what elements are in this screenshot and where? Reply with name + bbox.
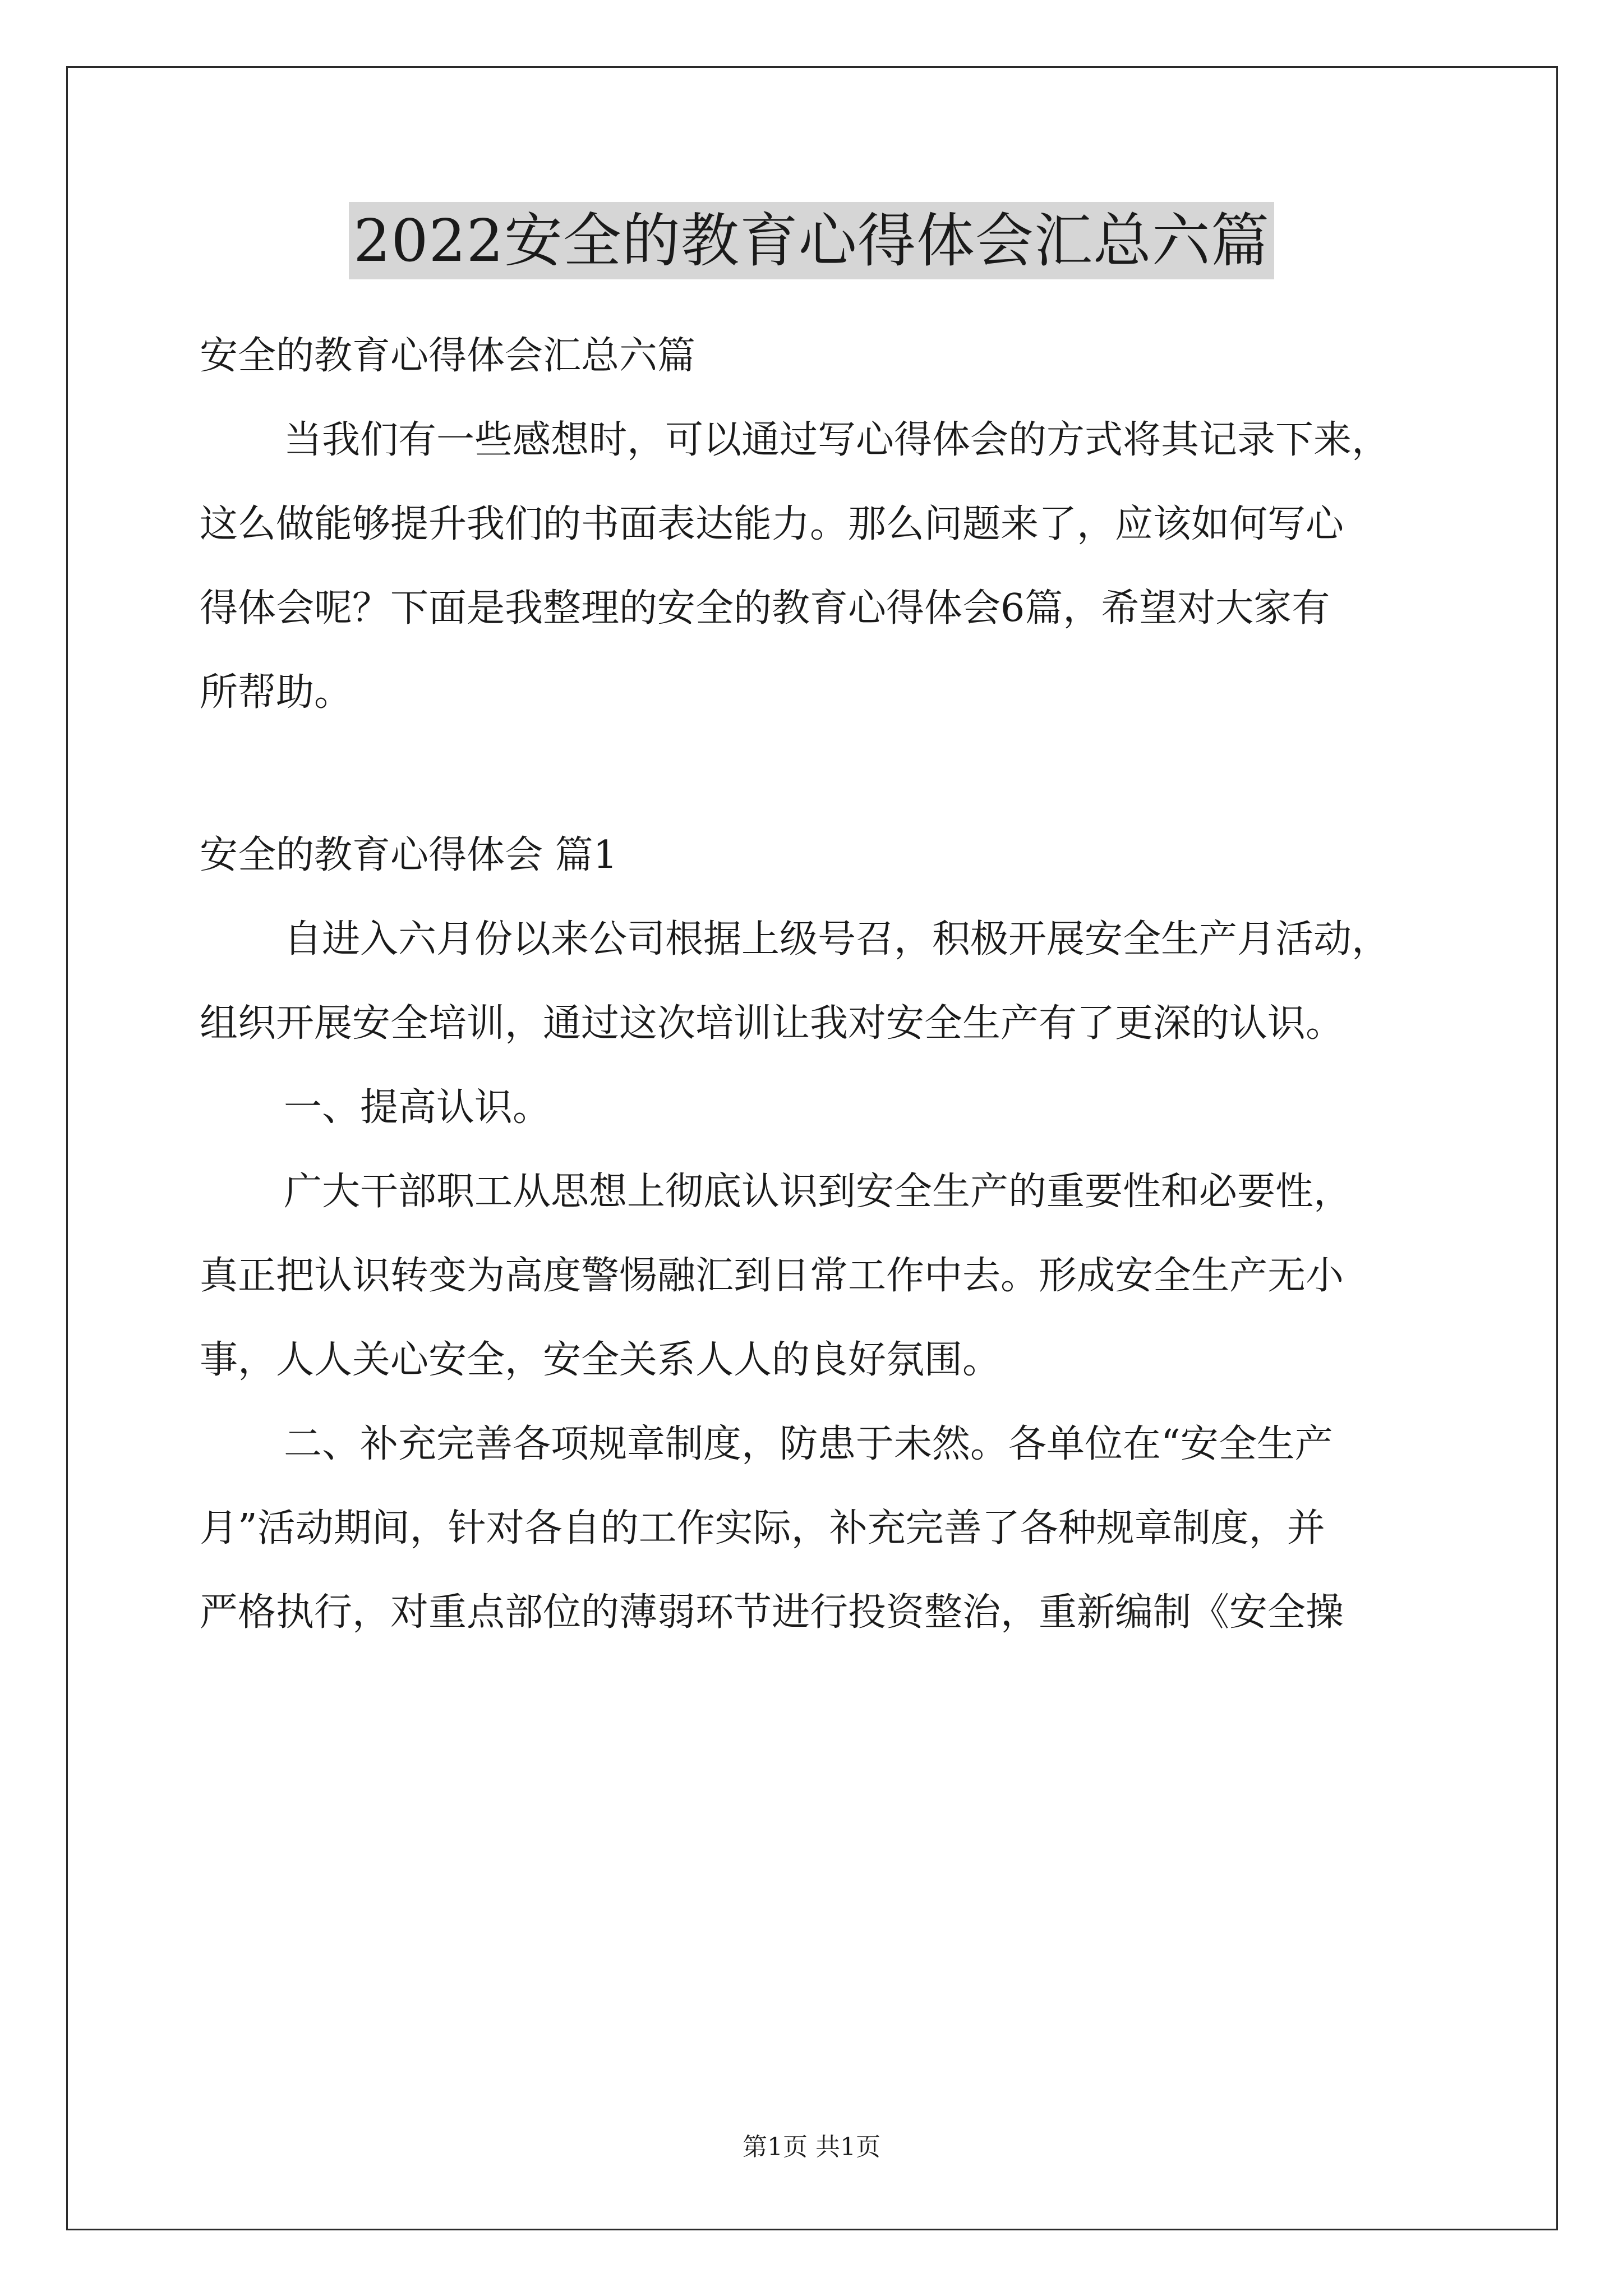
intro-paragraph (200, 398, 1433, 735)
paragraph-line: 自进入六月份以来公司根据上级号召，积极开展安全生产月活动， (284, 917, 1390, 961)
paragraph-line: 广大干部职工从思想上彻底认识到安全生产的重要性和必要性， (284, 1170, 1352, 1214)
intro-line: 当我们有一些感想时，可以通过写心得体会的方式将其记录下来， (284, 418, 1390, 462)
subtitle: 安全的教育心得体会汇总六篇 (200, 334, 696, 378)
paragraph-line: 二、补充完善各项规章制度，防患于未然。各单位在“安全生产 (284, 1422, 1333, 1466)
paragraph-line: 月”活动期间，针对各自的工作实际，补充完善了各种规章制度，并 (200, 1506, 1325, 1550)
intro-line: 得体会呢？下面是我整理的安全的教育心得体会6篇，希望对大家有 (200, 586, 1330, 631)
page-footer: 第1页 共1页 (743, 2133, 880, 2161)
paragraph-2 (200, 1150, 1433, 1402)
intro-line: 这么做能够提升我们的书面表达能力。那么问题来了，应该如何写心 (200, 502, 1344, 546)
intro-line: 所帮助。 (200, 670, 353, 715)
paragraph-line: 组织开展安全培训，通过这次培训让我对安全生产有了更深的认识。 (200, 1001, 1344, 1046)
paragraph-line: 真正把认识转变为高度警惕融汇到日常工作中去。形成安全生产无小 (200, 1254, 1344, 1298)
spacer (200, 735, 1433, 813)
document-title: 2022安全的教育心得体会汇总六篇 (349, 202, 1274, 279)
document-body (200, 314, 1433, 1655)
point-heading-text: 一、提高认识。 (284, 1085, 551, 1130)
paragraph-1 (200, 898, 1433, 1066)
section-heading: 安全的教育心得体会 篇1 (200, 833, 617, 877)
point-1-heading (200, 1066, 1433, 1150)
paragraph-3 (200, 1402, 1433, 1655)
title-container (0, 202, 1623, 279)
paragraph-line: 事，人人关心安全，安全关系人人的良好氛围。 (200, 1338, 1001, 1382)
paragraph-line: 严格执行，对重点部位的薄弱环节进行投资整治，重新编制《安全操 (200, 1590, 1344, 1635)
